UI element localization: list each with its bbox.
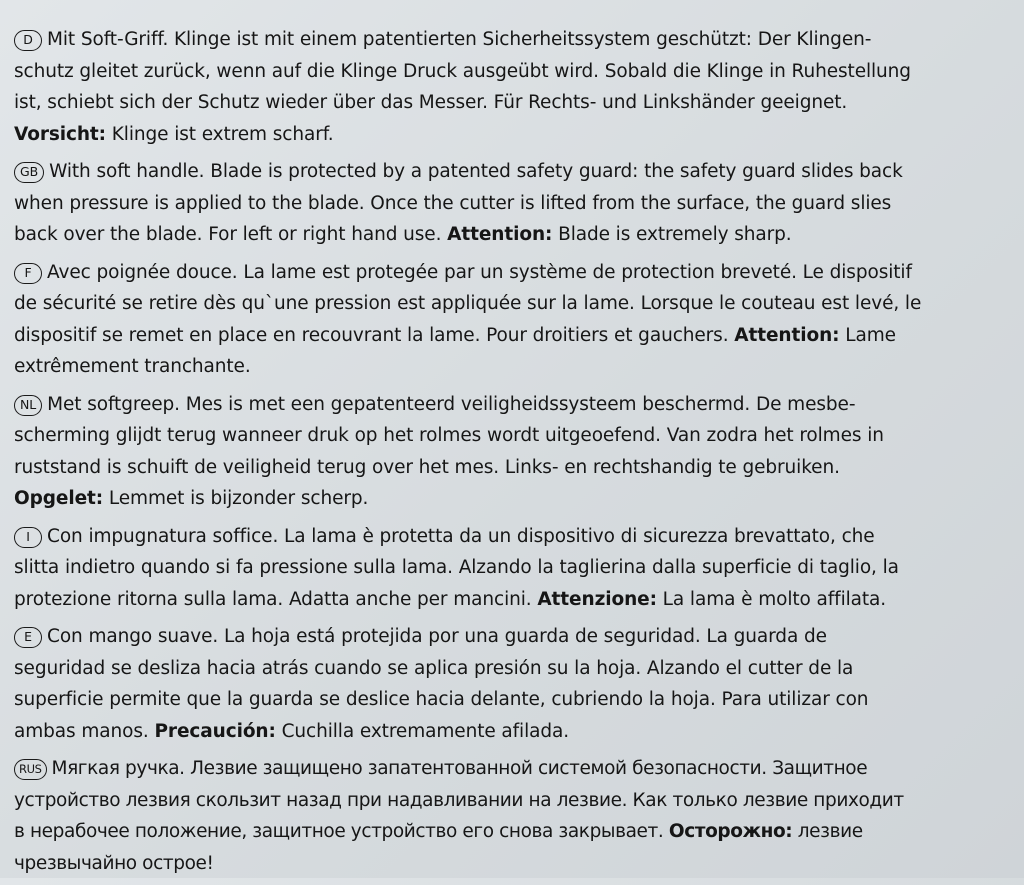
text-line: RUS Мягкая ручка. Лезвие защищено запатентованной системой безопасности. Защитное (14, 753, 1010, 785)
language-badge-de: D (14, 30, 42, 51)
text-line: D Mit Soft-Griff. Klinge ist mit einem patentierten Sicherheitssystem geschützt: Der Klingen- (14, 24, 1010, 56)
text-line: в нерабочее положение, защитное устройство его снова закрывает. Осторожно: лезвие (14, 821, 863, 842)
warning-label: Attention: (447, 224, 553, 245)
text-line: F Avec poignée douce. La lame est protegée par un système de protection breveté. Le dispositif (14, 257, 1010, 289)
section-f (14, 257, 1010, 383)
text-line: when pressure is applied to the blade. Once the cutter is lifted from the surface, the guard slies (14, 192, 892, 214)
text-line: чрезвычайно острое! (14, 852, 214, 874)
text-line: back over the blade. For left or right hand use. Attention: Blade is extremely sharp. (14, 224, 792, 245)
text-line: de sécurité se retire dès qu`une pression est appliquée sur la lame. Lorsque le couteau est levé, le (14, 293, 922, 314)
language-badge-f: F (14, 263, 42, 284)
language-badge-i: I (14, 527, 42, 548)
language-badge-gb: GB (14, 162, 44, 183)
text-line: scherming glijdt terug wanneer druk op het rolmes wordt uitgeoefend. Van zodra het rolmes in (14, 425, 884, 446)
text-line: E Con mango suave. La hoja está protejida por una guarda de seguridad. La guarda de (14, 621, 1010, 653)
warning-label: Opgelet: (14, 488, 104, 509)
warning-label: Осторожно: (668, 821, 793, 842)
section-i (14, 521, 1010, 616)
text-line: NL Met softgreep. Mes is met een gepatenteerd veiligheidssysteem beschermd. De mesbe- (14, 389, 1010, 421)
text-line: Opgelet: Lemmet is bijzonder scherp. (14, 488, 369, 509)
text-line: superficie permite que la guarda se deslice hacia delante, cubriendo la hoja. Para utilizar con (14, 689, 869, 710)
text-line: protezione ritorna sulla lama. Adatta anche per mancini. Attenzione: La lama è molto affilata. (14, 588, 887, 610)
section-e (14, 621, 1010, 747)
text-line: slitta indietro quando si fa pressione sulla lama. Alzando la taglierina dalla superficie di taglio, la (14, 557, 899, 578)
text-line: extrêmement tranchante. (14, 356, 251, 377)
text-line: Vorsicht: Klinge ist extrem scharf. (14, 123, 334, 145)
language-badge-rus: RUS (14, 759, 47, 780)
warning-label: Attenzione: (537, 588, 657, 610)
language-badge-nl: NL (14, 395, 42, 416)
warning-label: Precaución: (154, 720, 276, 742)
text-line: устройство лезвия скользит назад при надавливании на лезвие. Как только лезвие приходит (14, 789, 904, 811)
instructions-text-block (14, 24, 1010, 885)
text-line: schutz gleitet zurück, wenn auf die Klinge Druck ausgeübt wird. Sobald die Klinge in Ruhestellung (14, 60, 911, 82)
text-line: ist, schiebt sich der Schutz wieder über das Messer. Für Rechts- und Linkshänder geeignet. (14, 92, 848, 113)
text-line: dispositif se remet en place en recouvrant la lame. Pour droitiers et gauchers. Attention: Lame (14, 324, 896, 346)
language-badge-e: E (14, 627, 42, 648)
text-line: seguridad se desliza hacia atrás cuando se aplica presión su la hoja. Alzando el cutter de la (14, 657, 854, 679)
section-de (14, 24, 1010, 150)
section-nl (14, 389, 1010, 515)
warning-label: Attention: (734, 324, 840, 346)
text-line: ruststand is schuift de veiligheid terug over het mes. Links- en rechtshandig te gebruiken. (14, 456, 840, 478)
text-line: I Con impugnatura soffice. La lama è protetta da un dispositivo di sicurezza brevattato, che (14, 521, 1010, 553)
section-gb (14, 156, 1010, 251)
text-line: ambas manos. Precaución: Cuchilla extremamente afilada. (14, 720, 570, 742)
text-line: GB With soft handle. Blade is protected by a patented safety guard: the safety guard slides back (14, 156, 1010, 188)
warning-label: Vorsicht: (14, 123, 106, 145)
section-rus (14, 753, 1010, 879)
